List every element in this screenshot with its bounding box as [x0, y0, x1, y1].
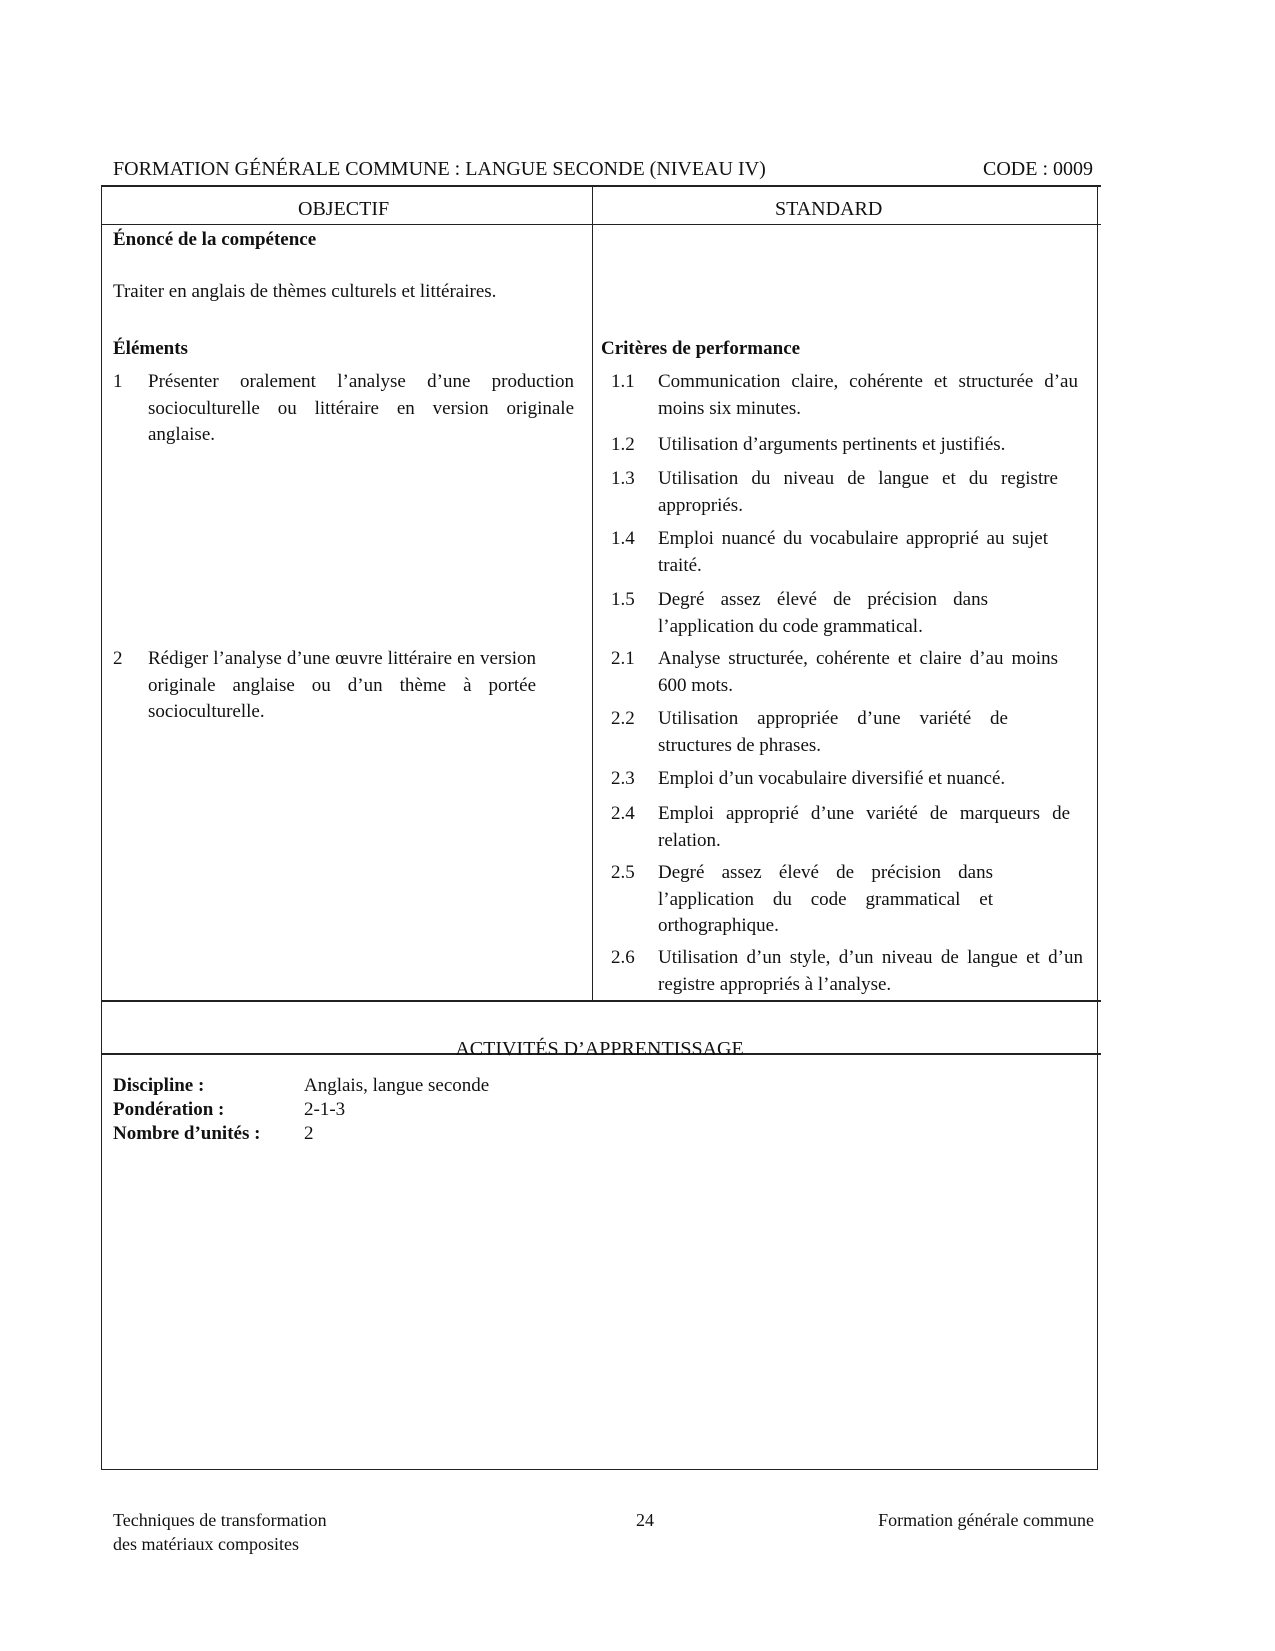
standard-column-header: STANDARD	[775, 198, 883, 220]
element-number: 1	[113, 371, 123, 392]
objective-column-header: OBJECTIF	[298, 198, 390, 220]
page-header	[113, 158, 1093, 184]
activities-title: ACTIVITÉS D’APPRENTISSAGE	[455, 1038, 744, 1060]
criterion-text: Utilisation d’arguments pertinents et justifiés.	[658, 434, 1006, 455]
criterion-number: 1.4	[611, 528, 635, 549]
criterion-text: Emploi approprié d’une variété de marqueurs de relation.	[658, 803, 1070, 851]
criterion-number: 2.1	[611, 648, 635, 669]
column-header-rule	[101, 224, 1101, 225]
criterion-number: 2.5	[611, 862, 635, 883]
criterion-number: 2.3	[611, 768, 635, 789]
column-divider	[592, 187, 593, 1000]
ponderation-value: 2-1-3	[304, 1099, 346, 1120]
criterion-number: 2.2	[611, 708, 635, 729]
criterion-text: Analyse structurée, cohérente et claire d’au moins 600 mots.	[658, 648, 1058, 696]
page-number: 24	[636, 1510, 654, 1530]
criterion-number: 1.5	[611, 589, 635, 610]
criterion-text: Utilisation d’un style, d’un niveau de langue et d’un registre appropriés à l’analyse.	[658, 947, 1083, 995]
discipline-value: Anglais, langue seconde	[304, 1075, 490, 1096]
units-value: 2	[304, 1123, 314, 1144]
element-text: Présenter oralement l’analyse d’une production socioculturelle ou littéraire en version originale anglaise.	[148, 371, 574, 445]
criteria-heading: Critères de performance	[601, 338, 801, 359]
elements-heading: Éléments	[113, 338, 188, 359]
element-text: Rédiger l’analyse d’une œuvre littéraire en version originale anglaise ou d’un thème à portée socioculturelle.	[148, 648, 536, 722]
document-title: FORMATION GÉNÉRALE COMMUNE : LANGUE SECONDE (NIVEAU IV)	[113, 158, 766, 180]
discipline-label: Discipline :	[113, 1075, 205, 1096]
criterion-text: Emploi nuancé du vocabulaire approprié au sujet traité.	[658, 528, 1048, 576]
criterion-number: 1.3	[611, 468, 635, 489]
course-code: CODE : 0009	[983, 158, 1093, 180]
criterion-text: Degré assez élevé de précision dans l’application du code grammatical.	[658, 589, 988, 637]
table-top-rule	[101, 185, 1101, 187]
units-label: Nombre d’unités :	[113, 1123, 261, 1144]
footer-program-line2: des matériaux composites	[113, 1534, 299, 1554]
competence-heading: Énoncé de la compétence	[113, 229, 317, 250]
criterion-text: Degré assez élevé de précision dans l’application du code grammatical et orthographique.	[658, 862, 993, 936]
criterion-text: Utilisation du niveau de langue et du registre appropriés.	[658, 468, 1058, 516]
criterion-number: 2.6	[611, 947, 635, 968]
criterion-text: Utilisation appropriée d’une variété de structures de phrases.	[658, 708, 1008, 756]
criterion-text: Communication claire, cohérente et structurée d’au moins six minutes.	[658, 371, 1078, 419]
criterion-number: 1.2	[611, 434, 635, 455]
footer-section: Formation générale commune	[878, 1510, 1094, 1530]
activities-top-rule	[101, 1000, 1101, 1002]
ponderation-label: Pondération :	[113, 1099, 225, 1120]
criterion-number: 1.1	[611, 371, 635, 392]
criterion-number: 2.4	[611, 803, 635, 824]
element-number: 2	[113, 648, 123, 669]
competence-statement: Traiter en anglais de thèmes culturels et littéraires.	[113, 281, 497, 302]
footer-program-line1: Techniques de transformation	[113, 1510, 327, 1530]
criterion-text: Emploi d’un vocabulaire diversifié et nuancé.	[658, 768, 1006, 789]
